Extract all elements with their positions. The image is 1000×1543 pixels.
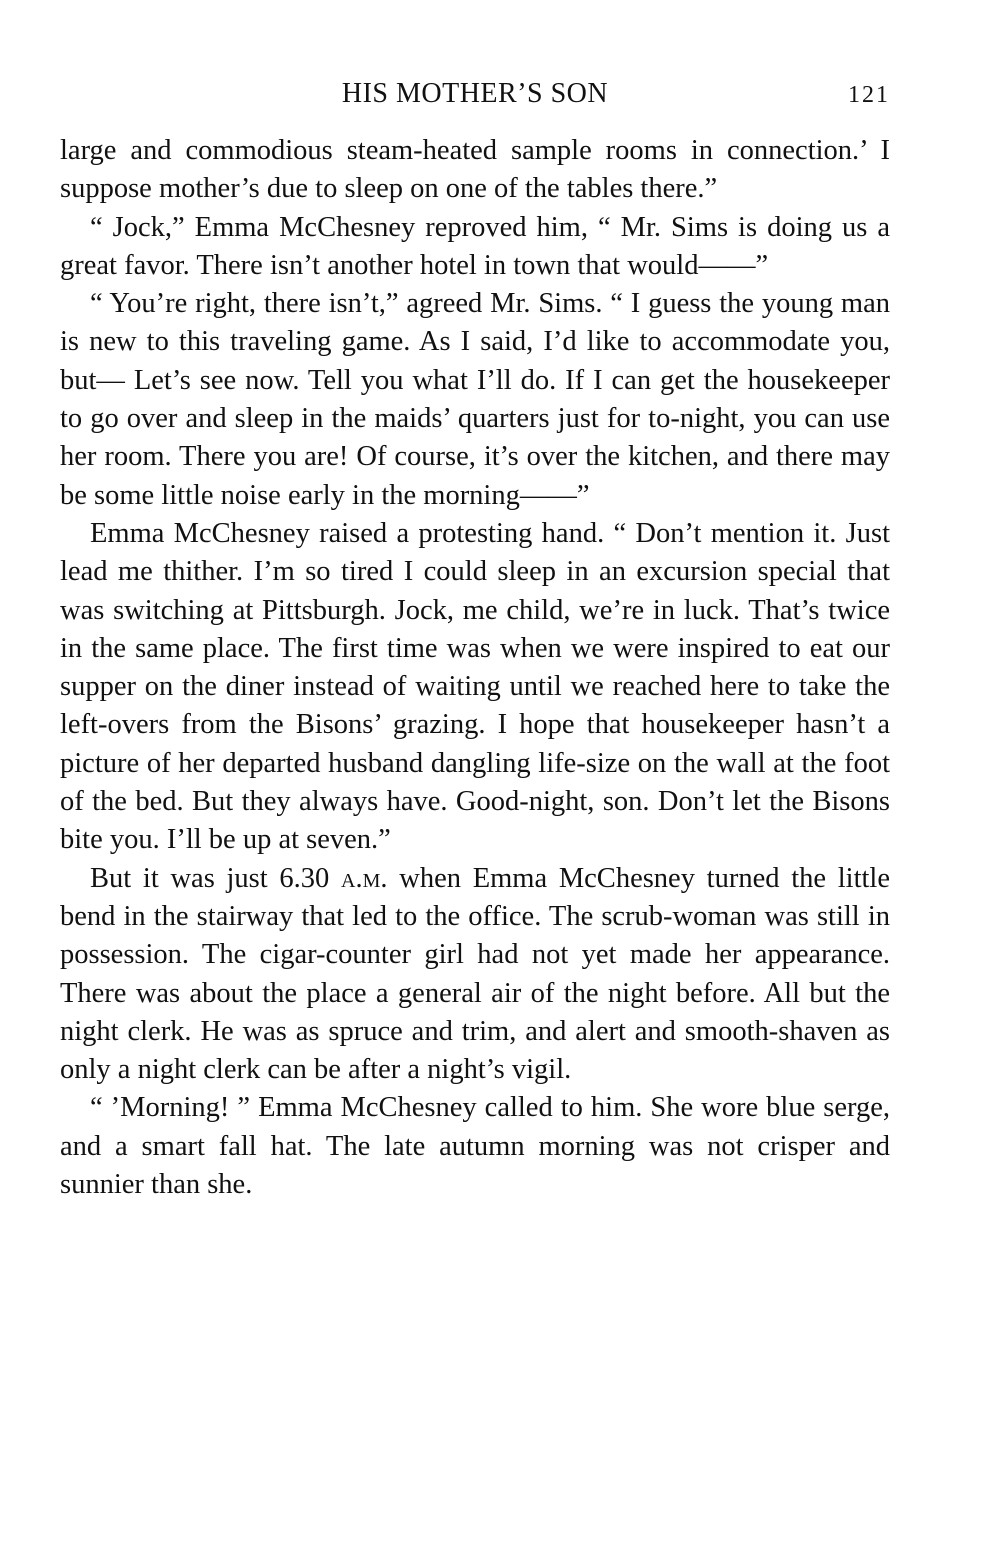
paragraph-text-after: when Emma McChesney turned the little bend in the stairway that led to the office. The scrub-woman was still in possession. The cigar-counter girl had not yet made her appearance. There was about the place a general air of the night before. All but the night clerk. He was as spruce and trim, and alert and smooth-shaven as only a night clerk can be after a night’s vigil. [60,862,891,1086]
paragraph-morning-greeting: “ ’Morning! ” Emma McChesney called to him. She wore blue serge, and a smart fall hat. The late autumn morning was not crisper and sunnier than she. [60,1092,890,1201]
time-marker: a.m. [341,862,388,894]
body-text [60,132,890,1204]
running-head [60,76,890,116]
page-number: 121 [848,82,890,108]
paragraph-continuation: large and commodious steam-heated sample rooms in connection.’ I suppose mother’s due to sleep on one of the tables there.” [60,135,890,205]
paragraph-emma-protesting: Emma McChesney raised a protesting hand. “ Don’t mention it. Just lead me thither. I’m so tired I could sleep in an excursion special that was switching at Pittsburgh. Jock, me child, we’re in luck. That’s twice in the same place. The first time was when we were inspired to eat our supper on the diner instead of waiting until we reached here to take the left-overs from the Bisons’ grazing. I hope that housekeeper hasn’t a picture of her departed husband dangling life-size on the wall at the foot of the bed. But they always have. Good-night, son. Don’t let the Bisons bite you. I’ll be up at seven.” [60,517,890,856]
paragraph-jock-reproved: “ Jock,” Emma McChesney reproved him, “ Mr. Sims is doing us a great favor. There isn’t another hotel in town that would——” [60,211,890,281]
running-title: HIS MOTHER’S SON [341,78,609,109]
paragraph-morning-office [60,860,890,1090]
paragraph-mr-sims: “ You’re right, there isn’t,” agreed Mr. Sims. “ I guess the young man is new to this traveling game. As I said, I’d like to accommodate you, but— Let’s see now. Tell you what I’ll do. If I can get the housekeeper to go over and sleep in the maids’ quarters just for to-night, you can use her room. There you are! Of course, it’s over the kitchen, and there may be some little noise early in the morning——” [60,288,890,511]
paragraph-text-before: But it was just 6.30 [90,862,342,894]
